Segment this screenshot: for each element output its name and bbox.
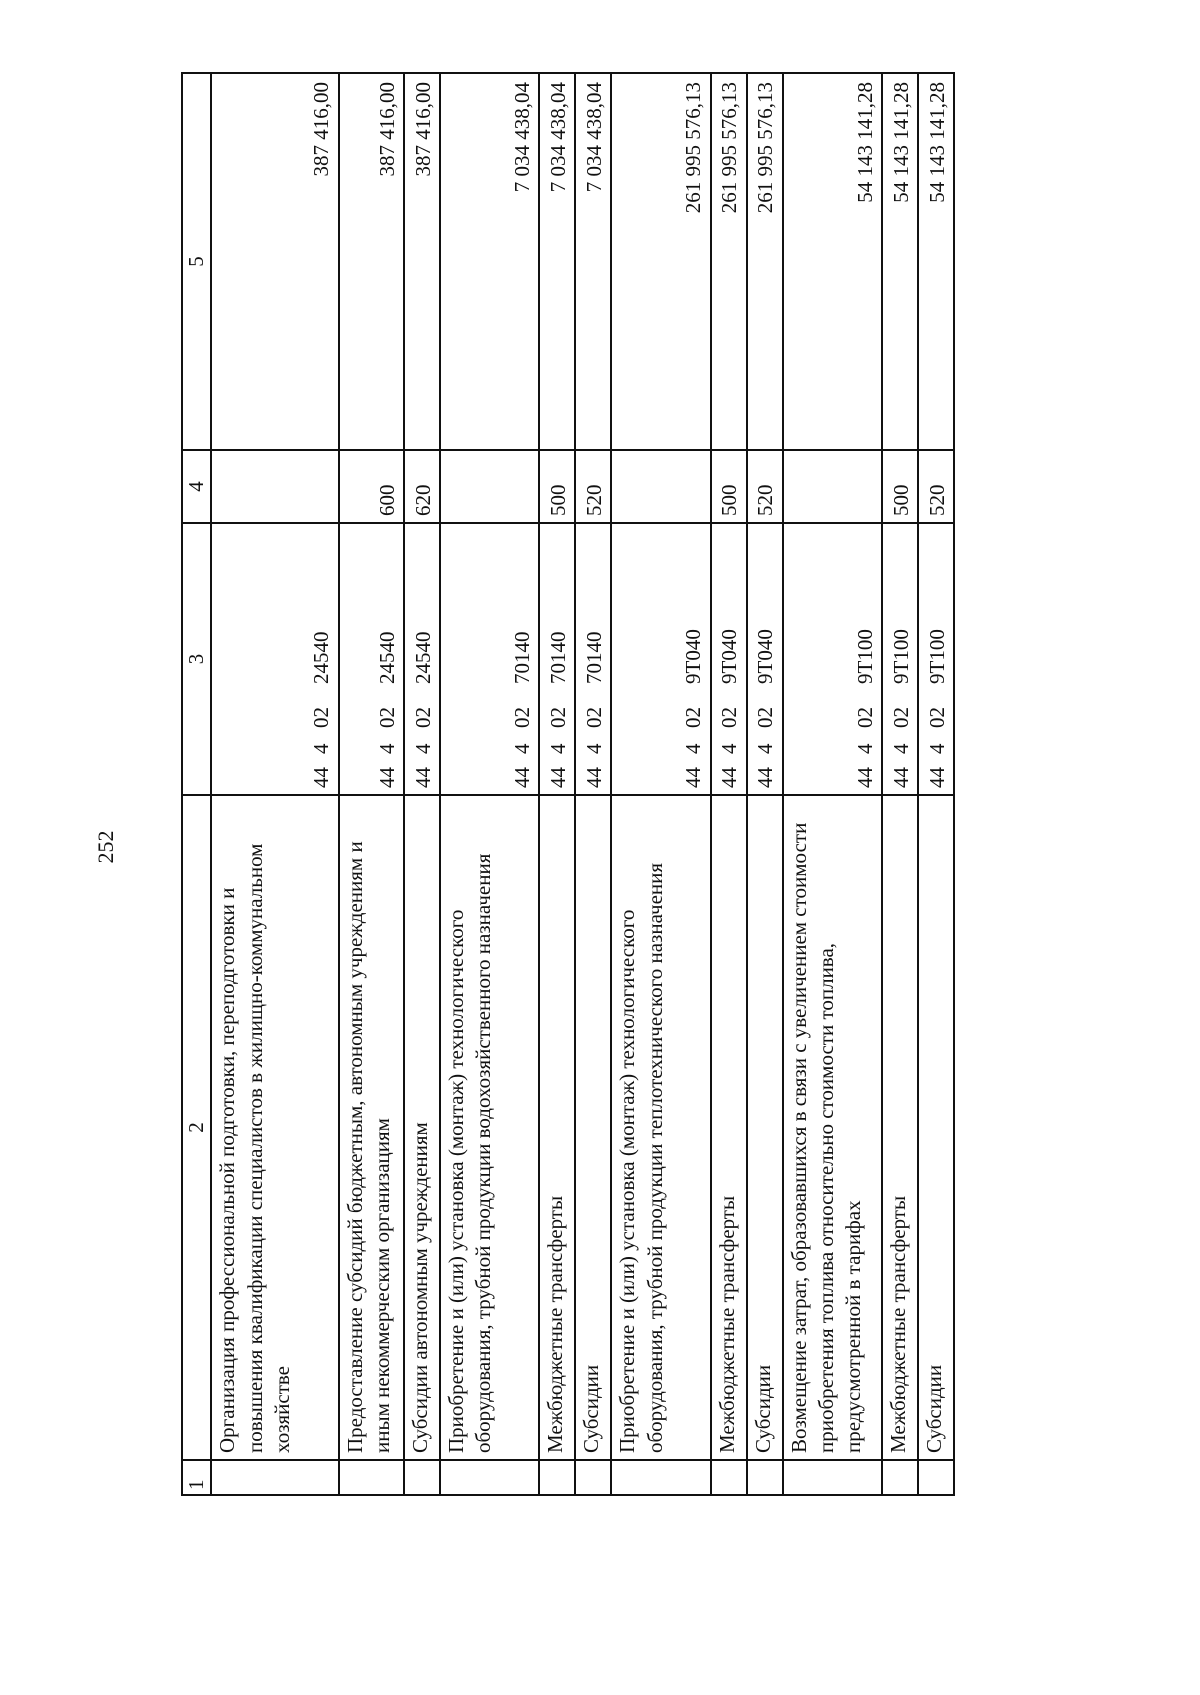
table-row	[404, 73, 440, 1495]
row-vr-cell: 500	[882, 450, 918, 523]
code-segment: 02	[888, 707, 913, 728]
budget-table	[181, 72, 955, 1496]
code-segment: 02	[582, 707, 607, 728]
row-index-cell	[747, 1460, 783, 1495]
row-vr-cell: 620	[404, 450, 440, 523]
row-vr-cell: 600	[339, 450, 404, 523]
table-row	[783, 73, 882, 1495]
code-segment: 44	[681, 767, 706, 788]
code-segment: 9Т100	[888, 629, 913, 684]
code-segment: 4	[374, 743, 399, 754]
row-vr-cell	[440, 450, 539, 523]
row-amount-cell: 7 034 438,04	[575, 73, 611, 450]
code-segment: 44	[546, 767, 571, 788]
row-name-cell: Субсидии	[747, 795, 783, 1460]
row-vr-cell: 520	[747, 450, 783, 523]
row-index-cell	[575, 1460, 611, 1495]
row-index-cell	[211, 1460, 338, 1495]
row-vr-cell: 520	[918, 450, 954, 523]
header-col-2: 2	[182, 795, 211, 1460]
row-name-cell: Приобретение и (или) установка (монтаж) технологического оборудования, трубной продукции водохозяйственного назначения	[440, 795, 539, 1460]
row-name-cell: Межбюджетные трансферты	[882, 795, 918, 1460]
code-segment: 44	[753, 767, 778, 788]
code-segment: 9Т040	[717, 629, 742, 684]
code-segment: 44	[924, 767, 949, 788]
row-index-cell	[882, 1460, 918, 1495]
code-segment: 4	[852, 743, 877, 754]
table-row	[747, 73, 783, 1495]
code-segment: 44	[410, 767, 435, 788]
row-name-cell: Субсидии автономным учреждениям	[404, 795, 440, 1460]
row-vr-cell: 520	[575, 450, 611, 523]
row-code-cell	[440, 523, 539, 795]
row-code-cell	[339, 523, 404, 795]
code-segment: 4	[546, 743, 571, 754]
code-segment: 9Т040	[753, 629, 778, 684]
row-name-cell: Субсидии	[575, 795, 611, 1460]
code-segment: 44	[852, 767, 877, 788]
row-index-cell	[404, 1460, 440, 1495]
row-code-cell	[882, 523, 918, 795]
row-index-cell	[440, 1460, 539, 1495]
row-name-cell: Предоставление субсидий бюджетным, автономным учреждениям и иным некоммерческим организациям	[339, 795, 404, 1460]
row-vr-cell	[611, 450, 710, 523]
row-vr-cell	[783, 450, 882, 523]
code-segment: 4	[924, 743, 949, 754]
code-segment: 44	[510, 767, 535, 788]
code-segment: 02	[924, 707, 949, 728]
row-code-cell	[783, 523, 882, 795]
code-segment: 02	[546, 707, 571, 728]
row-name-cell: Субсидии	[918, 795, 954, 1460]
row-amount-cell: 261 995 576,13	[711, 73, 747, 450]
row-code-cell	[211, 523, 338, 795]
table-row	[211, 73, 338, 1495]
code-segment: 70140	[582, 631, 607, 684]
row-amount-cell: 7 034 438,04	[440, 73, 539, 450]
code-segment: 24540	[410, 631, 435, 684]
header-col-1: 1	[182, 1460, 211, 1495]
row-index-cell	[711, 1460, 747, 1495]
code-segment: 4	[582, 743, 607, 754]
code-segment: 24540	[374, 631, 399, 684]
table-row	[711, 73, 747, 1495]
header-col-3: 3	[182, 523, 211, 795]
code-segment: 4	[309, 743, 334, 754]
header-col-5: 5	[182, 73, 211, 450]
code-segment: 02	[309, 707, 334, 728]
code-segment: 70140	[546, 631, 571, 684]
row-amount-cell: 54 143 141,28	[882, 73, 918, 450]
code-segment: 02	[852, 707, 877, 728]
code-segment: 44	[582, 767, 607, 788]
code-segment: 44	[374, 767, 399, 788]
row-code-cell	[918, 523, 954, 795]
table-header-row	[182, 73, 211, 1495]
code-segment: 02	[510, 707, 535, 728]
code-segment: 4	[753, 743, 778, 754]
rotated-table-wrapper	[181, 74, 955, 1496]
code-segment: 4	[510, 743, 535, 754]
row-amount-cell: 261 995 576,13	[747, 73, 783, 450]
row-index-cell	[918, 1460, 954, 1495]
row-index-cell	[339, 1460, 404, 1495]
row-name-cell: Межбюджетные трансферты	[711, 795, 747, 1460]
row-index-cell	[539, 1460, 575, 1495]
row-vr-cell	[211, 450, 338, 523]
code-segment: 44	[717, 767, 742, 788]
row-amount-cell: 387 416,00	[404, 73, 440, 450]
code-segment: 4	[681, 743, 706, 754]
row-amount-cell: 54 143 141,28	[783, 73, 882, 450]
code-segment: 02	[753, 707, 778, 728]
row-index-cell	[783, 1460, 882, 1495]
row-code-cell	[711, 523, 747, 795]
row-amount-cell: 387 416,00	[211, 73, 338, 450]
table-body	[211, 73, 954, 1495]
row-amount-cell: 261 995 576,13	[611, 73, 710, 450]
row-amount-cell: 54 143 141,28	[918, 73, 954, 450]
table-row	[339, 73, 404, 1495]
row-vr-cell: 500	[711, 450, 747, 523]
table-row	[575, 73, 611, 1495]
table-row	[539, 73, 575, 1495]
row-amount-cell: 7 034 438,04	[539, 73, 575, 450]
row-name-cell: Организация профессиональной подготовки, переподготовки и повышения квалификации специалистов в жилищно-коммунальном хозяйстве	[211, 795, 338, 1460]
row-amount-cell: 387 416,00	[339, 73, 404, 450]
row-code-cell	[747, 523, 783, 795]
row-index-cell	[611, 1460, 710, 1495]
code-segment: 24540	[309, 631, 334, 684]
table-row	[918, 73, 954, 1495]
code-segment: 4	[717, 743, 742, 754]
code-segment: 44	[309, 767, 334, 788]
code-segment: 02	[410, 707, 435, 728]
row-vr-cell: 500	[539, 450, 575, 523]
header-col-4: 4	[182, 450, 211, 523]
row-code-cell	[404, 523, 440, 795]
code-segment: 4	[888, 743, 913, 754]
page-number: 252	[93, 830, 118, 864]
row-name-cell: Возмещение затрат, образовавшихся в связи с увеличением стоимости приобретения топлива относительно стоимости топлива, предусмотренной в тарифах	[783, 795, 882, 1460]
code-segment: 70140	[510, 631, 535, 684]
code-segment: 02	[681, 707, 706, 728]
code-segment: 02	[374, 707, 399, 728]
row-code-cell	[575, 523, 611, 795]
table-row	[882, 73, 918, 1495]
code-segment: 02	[717, 707, 742, 728]
code-segment: 9Т100	[924, 629, 949, 684]
code-segment: 4	[410, 743, 435, 754]
row-name-cell: Межбюджетные трансферты	[539, 795, 575, 1460]
code-segment: 44	[888, 767, 913, 788]
row-code-cell	[611, 523, 710, 795]
table-row	[440, 73, 539, 1495]
table-row	[611, 73, 710, 1495]
row-code-cell	[539, 523, 575, 795]
code-segment: 9Т100	[852, 629, 877, 684]
row-name-cell: Приобретение и (или) установка (монтаж) технологического оборудования, трубной продукции теплотехнического назначения	[611, 795, 710, 1460]
code-segment: 9Т040	[681, 629, 706, 684]
